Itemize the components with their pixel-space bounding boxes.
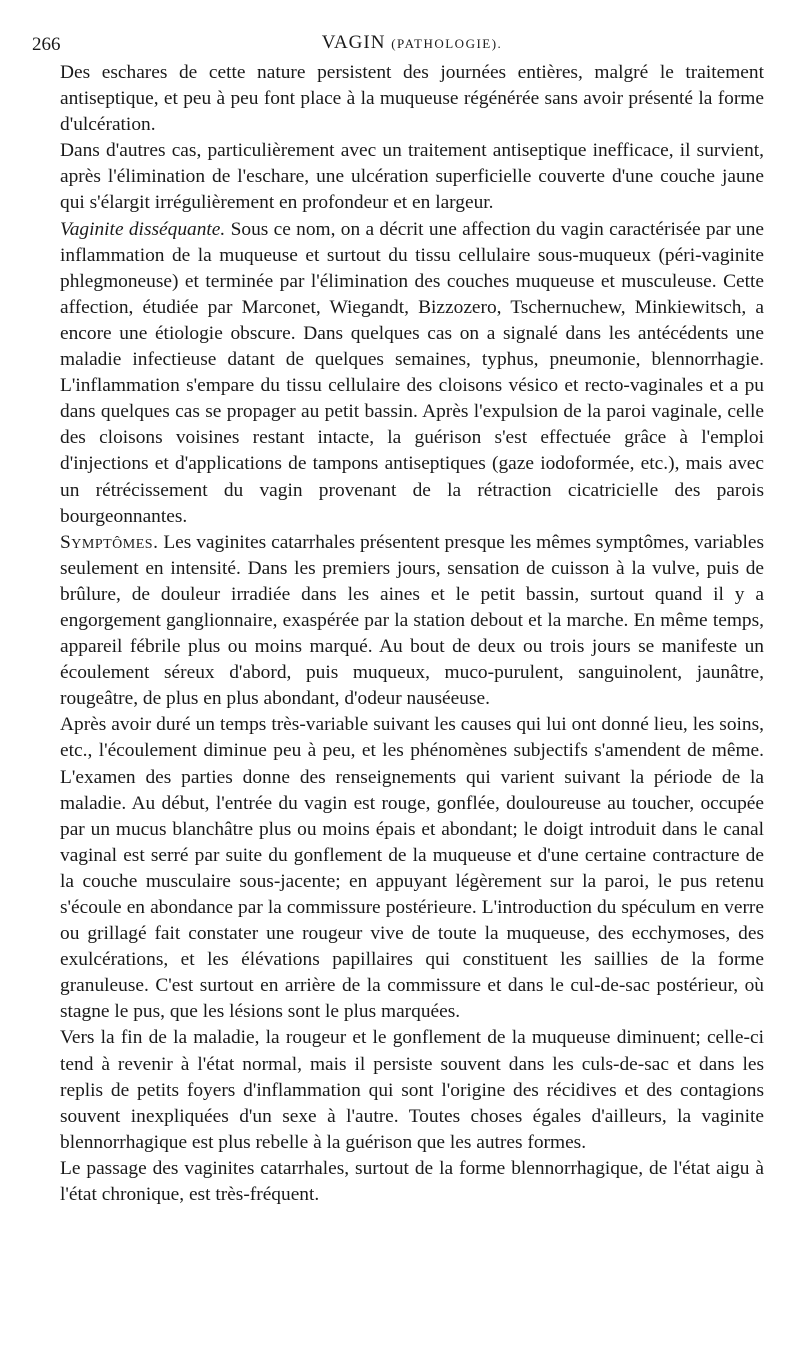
page-header	[32, 26, 764, 60]
paragraph-eschares: Des eschares de cette nature persistent des journées entières, malgré le traitement antiseptique, et peu à peu font place à la muqueuse régénérée sans avoir présenté la forme d'ulcération.	[60, 62, 764, 136]
running-title-main: VAGIN	[321, 32, 386, 53]
paragraph-passage-chronique: Le passage des vaginites catarrhales, surtout de la forme blennorrhagique, de l'état aigu à l'état chronique, est très-fréquent.	[60, 1157, 764, 1206]
paragraph-evolution: Après avoir duré un temps très-variable suivant les causes qui lui ont donné lieu, les soins, etc., l'écoulement diminue peu à peu, et les phénomènes subjectifs s'amendent de même. L'examen des parties donne des renseignements qui varient suivant la période de la maladie. Au début, l'entrée du vagin est rouge, gonflée, douloureuse au toucher, occupée par un mucus blanchâtre plus ou moins épais et abondant; le doigt introduit dans le canal vaginal est serré par suite du gonflement de la muqueuse et d'une certaine contracture de la couche musculaire sous-jacente; en appuyant légèrement sur la paroi, le pus retenu s'écoule en abondance par la commissure postérieure. L'introduction du spéculum en verre ou grillagé fait constater une rougeur vive de toute la muqueuse, des ecchymoses, des exulcérations, et les élévations papillaires qui constituent les saillies de la forme granuleuse. C'est surtout en arrière de la commissure et dans le cul-de-sac postérieur, où stagne le pus, que les lésions sont le plus marquées.	[60, 714, 764, 1023]
paragraph-ulceration: Dans d'autres cas, particulièrement avec un traitement antiseptique inefficace, il survient, après l'élimination de l'eschare, une ulcération superficielle couverte d'une couche jaune qui s'élargit irrégulièrement en profondeur et en largeur.	[60, 140, 764, 214]
page-number: 266	[32, 34, 61, 55]
section-heading-symptomes: Symptômes.	[60, 531, 159, 553]
body-text	[60, 60, 764, 1208]
paragraph-vaginite-dissequante: Vaginite disséquante. Sous ce nom, on a décrit une affection du vagin caractérisée par une inflammation de la muqueuse et surtout du tissu cellulaire sous-muqueux (péri-vaginite phlegmoneuse) et terminée par l'élimination des couches muqueuse et musculeuse. Cette affection, étudiée par Marconet, Wiegandt, Bizzozero, Tschernuchew, Minkiewitsch, a encore une étiologie obscure. Dans quelques cas on a signalé dans les antécédents une maladie infectieuse datant de quelques semaines, typhus, pneumonie, blennorrhagie. L'inflammation s'empare du tissu cellulaire des cloisons vésico et recto-vaginales et a pu dans quelques cas se propager au petit bassin. Après l'expulsion de la paroi vaginale, celle des cloisons voisines restant intacte, la guérison s'est effectuée grâce à l'emploi d'injections et d'applications de tampons antiseptiques (gaze iodoformée, etc.), mais avec un rétrécissement du vagin provenant de la rétraction cicatricielle des parois bourgeonnantes.	[60, 218, 764, 527]
section-heading-vaginite-dissequante: Vaginite disséquante.	[60, 218, 226, 240]
paragraph-symptomes: Symptômes. Les vaginites catarrhales présentent presque les mêmes symptômes, variables seulement en intensité. Dans les premiers jours, sensation de cuisson à la vulve, puis de brûlure, de douleur irradiée dans les aines et le petit bassin, surtout quand il y a engorgement ganglionnaire, exaspérée par la station debout et la marche. En même temps, appareil fébrile plus ou moins marqué. Au bout de deux ou trois jours se manifeste un écoulement séreux d'abord, puis muqueux, muco-purulent, sanguinolent, jaunâtre, rougeâtre, de plus en plus abondant, d'odeur nauséeuse.	[60, 531, 764, 710]
paragraph-fin-maladie: Vers la fin de la maladie, la rougeur et le gonflement de la muqueuse diminuent; celle-ci tend à revenir à l'état normal, mais il persiste souvent dans les culs-de-sac et dans les replis de petits foyers d'inflammation qui sont l'origine des récidives et des contagions souvent inexpliquées d'un sexe à l'autre. Toutes choses égales d'ailleurs, la vaginite blennorrhagique est plus rebelle à la guérison que les autres formes.	[60, 1027, 764, 1153]
running-title-sub: (PATHOLOGIE).	[391, 36, 503, 51]
running-title	[60, 32, 764, 54]
